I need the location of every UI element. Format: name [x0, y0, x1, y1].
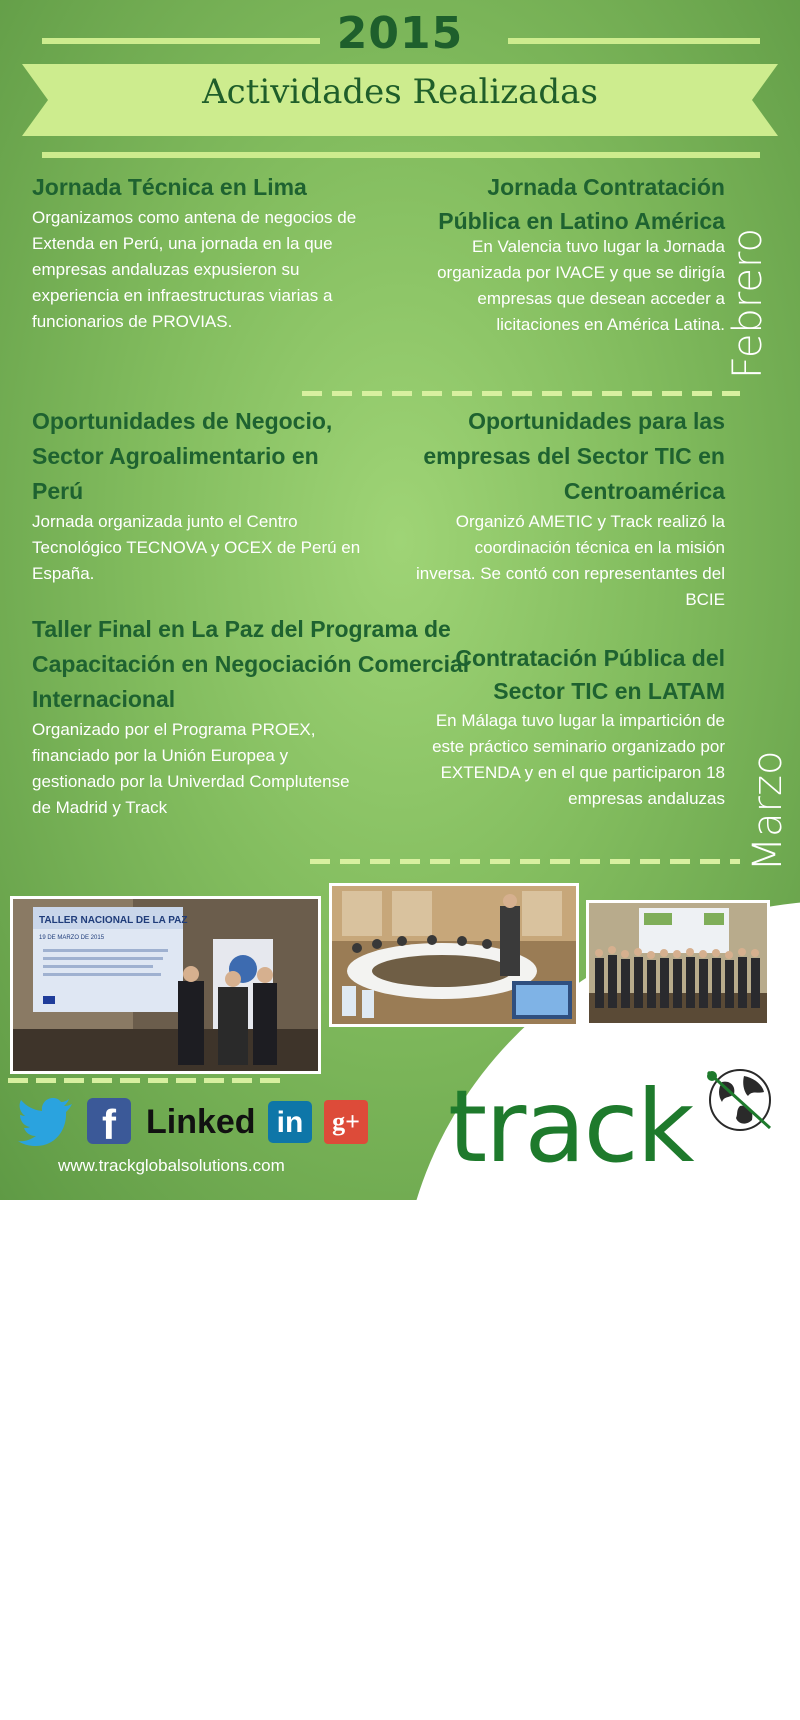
activity-title: Jornada Contratación Pública en Latino América	[438, 174, 725, 234]
activity-card-2	[405, 170, 725, 338]
header-line-bottom	[42, 152, 760, 158]
photo-meeting-room	[329, 883, 579, 1027]
photo-taller-la-paz	[10, 896, 321, 1074]
facebook-icon[interactable]: f	[87, 1098, 131, 1144]
linkedin-icon[interactable]: in	[268, 1101, 312, 1143]
activity-text: En Valencia tuvo lugar la Jornada organizada por IVACE y que se dirigía empresas que desean acceder a licitaciones en América Latina.	[437, 237, 725, 334]
header-line-left	[42, 38, 320, 44]
activity-card-1	[32, 170, 372, 335]
footer-divider	[8, 1078, 283, 1083]
slide-date: 19 DE MARZO DE 2015	[39, 935, 105, 941]
activity-text: En Málaga tuvo lugar la impartición de este práctico seminario organizado por EXTENDA y en el que participaron 18 empresas andaluzas	[432, 711, 725, 808]
activity-text: Jornada organizada junto el Centro Tecnológico TECNOVA y OCEX de Perú en España.	[32, 512, 361, 583]
activity-card-6	[400, 642, 725, 812]
linkedin-wordmark[interactable]: Linked	[146, 1103, 256, 1141]
activity-text: Organizó AMETIC y Track realizó la coordinación técnica en la misión inversa. Se contó con representantes del BCIE	[415, 512, 725, 609]
month-label-febrero: Febrero	[725, 227, 771, 379]
year-heading: 2015	[336, 8, 464, 59]
activity-text: Organizado por el Programa PROEX, financiado por la Unión Europea y gestionado por la Univerdad Complutense de Madrid y Track	[32, 720, 350, 817]
page-title: Actividades Realizadas	[202, 72, 598, 112]
website-url[interactable]: www.trackglobalsolutions.com	[58, 1156, 285, 1175]
activity-title: Oportunidades para las empresas del Sector TIC en Centroamérica	[423, 408, 725, 504]
google-plus-icon[interactable]: g+	[324, 1100, 368, 1144]
month-label-marzo: Marzo	[745, 750, 791, 872]
activity-card-4	[415, 404, 725, 613]
activity-title: Contratación Pública del Sector TIC en LATAM	[455, 645, 725, 704]
activity-title: Jornada Técnica en Lima	[32, 174, 307, 200]
activity-text: Organizamos como antena de negocios de Extenda en Perú, una jornada en la que empresas andaluzas expusieron su experiencia en infraestructuras viarias a funcionarios de PROVIAS.	[32, 208, 357, 331]
track-logo-text: track	[448, 1068, 693, 1185]
globe-icon	[700, 1062, 778, 1136]
header-line-right	[508, 38, 760, 44]
activity-title: Taller Final en La Paz del Programa de Capacitación en Negociación Comercial Internacional	[32, 616, 470, 712]
activity-card-3	[32, 404, 362, 587]
activity-title: Oportunidades de Negocio, Sector Agroalimentario en Perú	[32, 408, 333, 504]
photo-group-malaga	[586, 900, 770, 1026]
section-divider	[302, 391, 740, 396]
slide-title: TALLER NACIONAL DE LA PAZ	[39, 915, 188, 926]
section-divider	[310, 859, 740, 864]
twitter-icon[interactable]	[18, 1098, 74, 1146]
